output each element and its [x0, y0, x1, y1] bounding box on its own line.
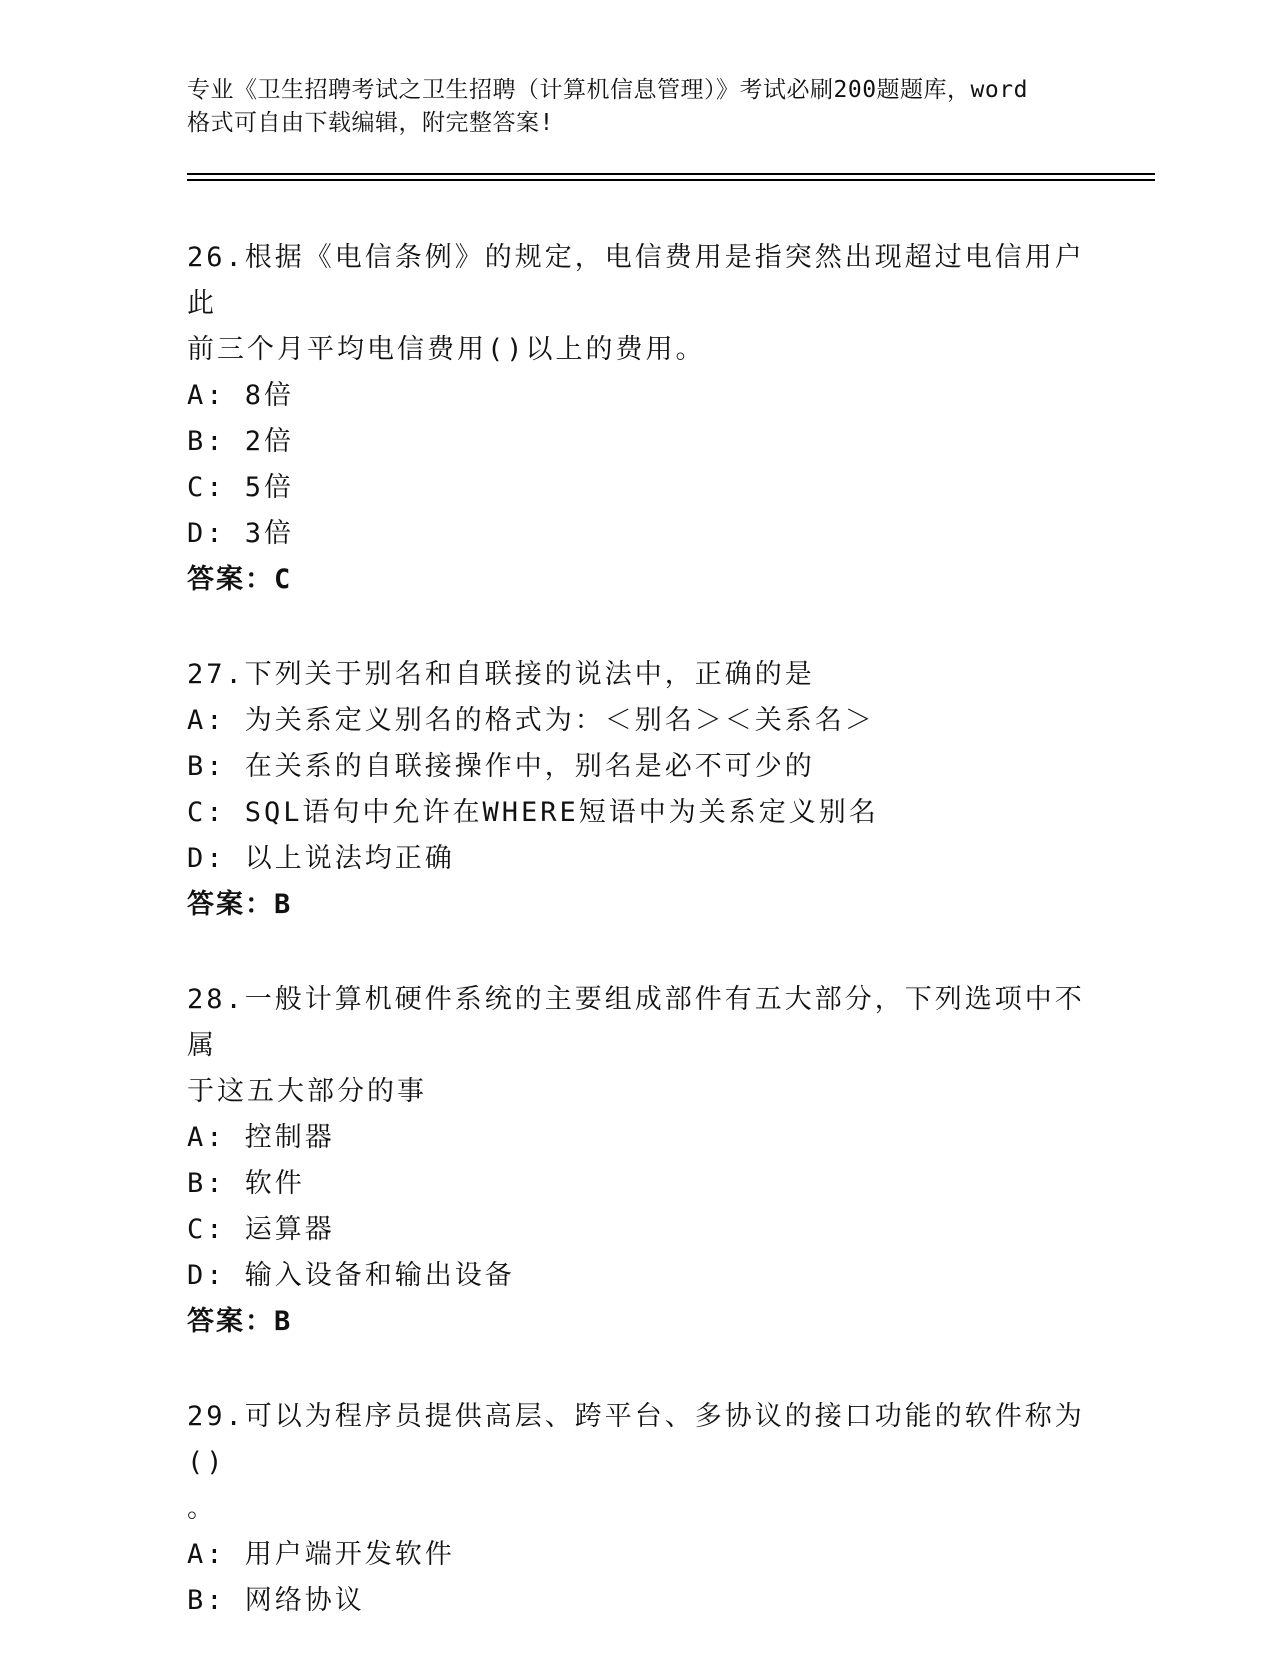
- answer: 答案：B: [187, 1306, 293, 1337]
- stem-line: 前三个月平均电信费用()以上的费用。: [187, 334, 706, 365]
- question-29: [187, 1394, 1087, 1624]
- question-27: [187, 652, 1087, 928]
- question-stem: [187, 652, 1087, 698]
- page-header: [187, 74, 1087, 140]
- option-b: B: 2倍: [187, 426, 295, 457]
- header-line-2: 格式可自由下载编辑，附完整答案!: [187, 110, 554, 136]
- stem-line: 27.下列关于别名和自联接的说法中，正确的是: [187, 659, 815, 690]
- option-c: C: 5倍: [187, 472, 295, 503]
- answer: 答案：B: [187, 889, 293, 920]
- question-26: [187, 235, 1087, 603]
- option-c: C: SQL语句中允许在WHERE短语中为关系定义别名: [187, 797, 879, 828]
- option-d: D: 3倍: [187, 518, 295, 549]
- stem-line: 于这五大部分的事: [187, 1076, 427, 1107]
- option-a: A: 为关系定义别名的格式为：＜别名＞＜关系名＞: [187, 705, 875, 736]
- option-c: C: 运算器: [187, 1214, 335, 1245]
- option-b: B: 在关系的自联接操作中，别名是必不可少的: [187, 751, 815, 782]
- header-rule-bottom: [187, 179, 1155, 181]
- answer: 答案：C: [187, 564, 293, 595]
- option-a: A: 控制器: [187, 1122, 335, 1153]
- header-line-1: 专业《卫生招聘考试之卫生招聘（计算机信息管理）》考试必刷200题题库，word: [187, 77, 1028, 103]
- stem-line: 29.可以为程序员提供高层、跨平台、多协议的接口功能的软件称为(): [187, 1401, 1085, 1478]
- stem-line: 26.根据《电信条例》的规定，电信费用是指突然出现超过电信用户此: [187, 242, 1085, 319]
- question-stem: [187, 1394, 1087, 1532]
- option-b: B: 软件: [187, 1168, 305, 1199]
- question-list: [187, 235, 1087, 1673]
- question-28: [187, 977, 1087, 1345]
- option-a: A: 用户端开发软件: [187, 1539, 455, 1570]
- header-rule-top: [187, 173, 1155, 175]
- option-d: D: 输入设备和输出设备: [187, 1260, 515, 1291]
- option-a: A: 8倍: [187, 380, 295, 411]
- option-d: D: 以上说法均正确: [187, 843, 455, 874]
- stem-line: 。: [187, 1493, 217, 1524]
- option-b: B: 网络协议: [187, 1585, 365, 1616]
- question-stem: [187, 235, 1087, 373]
- stem-line: 28.一般计算机硬件系统的主要组成部件有五大部分，下列选项中不属: [187, 984, 1085, 1061]
- question-stem: [187, 977, 1087, 1115]
